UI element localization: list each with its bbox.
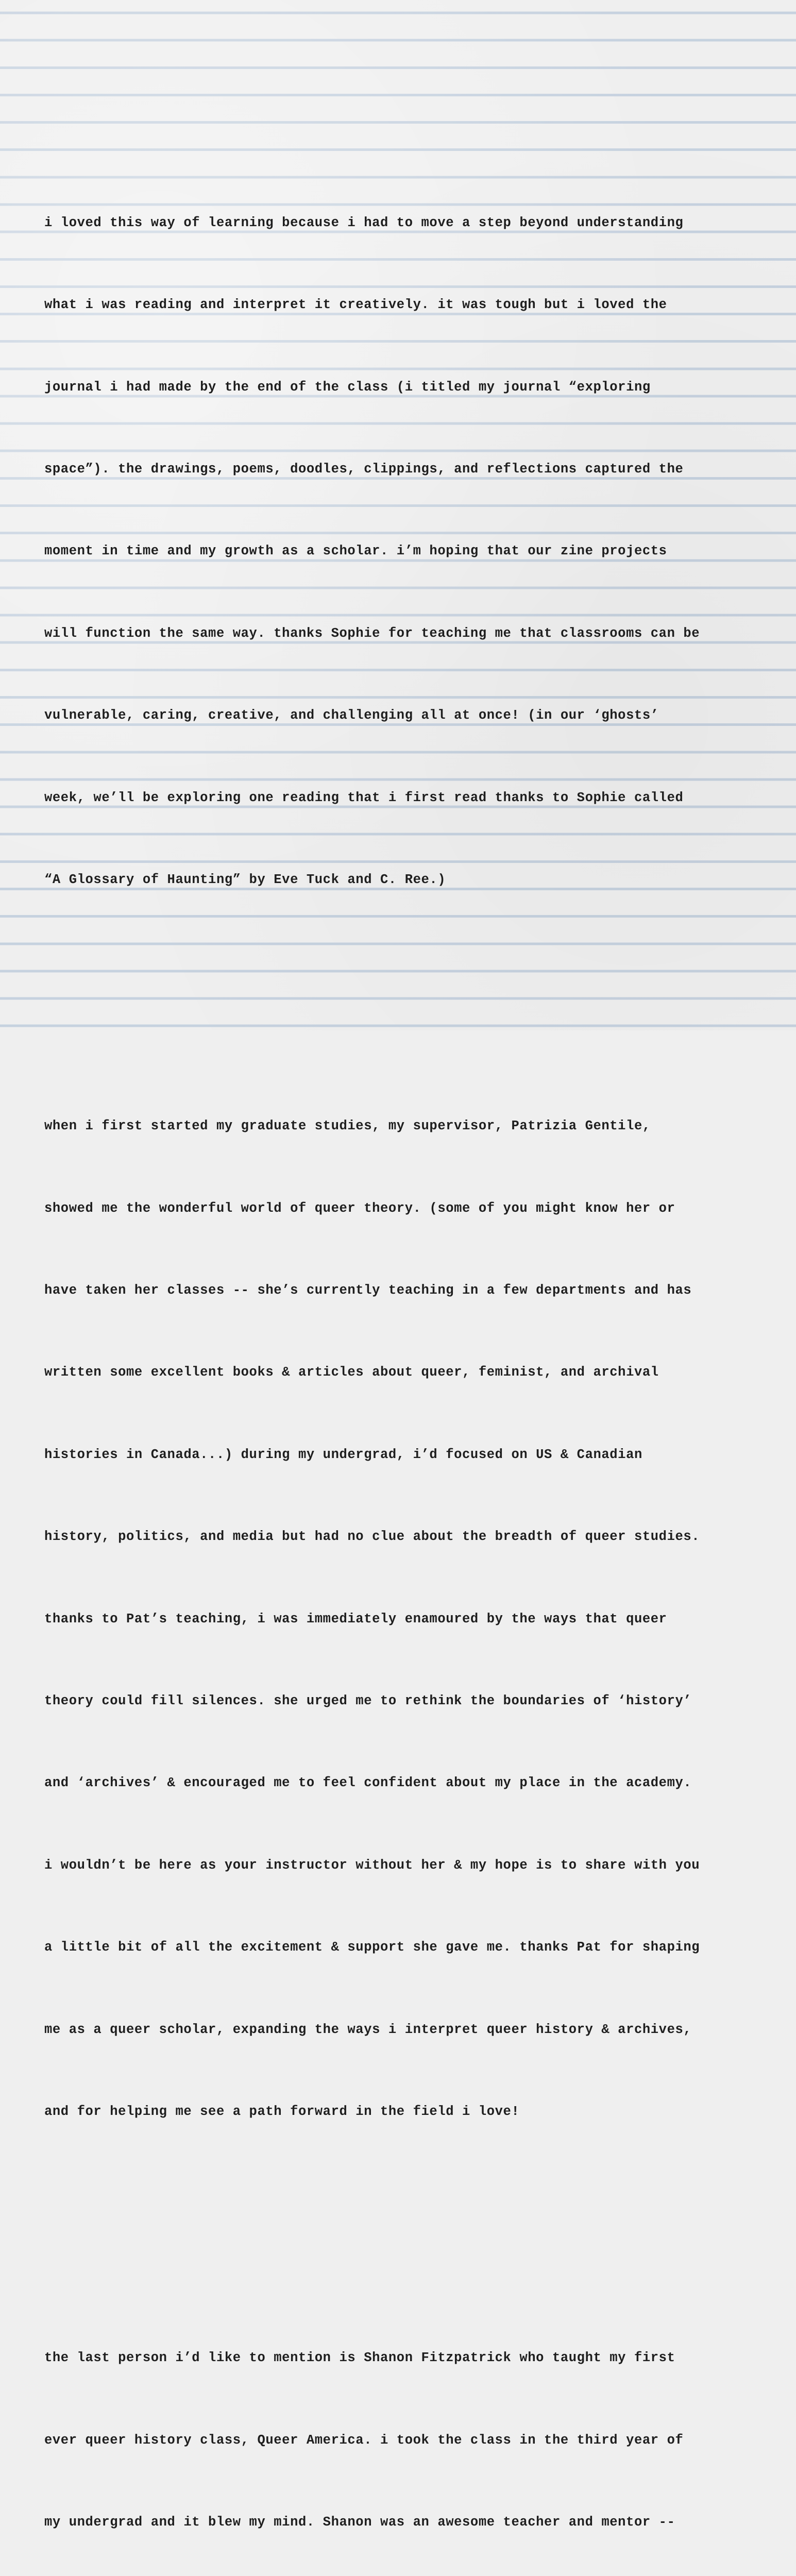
paragraph-2 bbox=[44, 1058, 766, 2180]
text-line: “A Glossary of Haunting” by Eve Tuck and C. Ree.) bbox=[44, 872, 446, 887]
paragraph-3 bbox=[44, 2290, 766, 2576]
text-line: showed me the wonderful world of queer theory. (some of you might know her or bbox=[44, 1200, 675, 1216]
text-line: i wouldn’t be here as your instructor without her & my hope is to share with you bbox=[44, 1857, 700, 1873]
text-line: moment in time and my growth as a scholar. i’m hoping that our zine projects bbox=[44, 544, 667, 559]
text-line: theory could fill silences. she urged me to rethink the boundaries of ‘history’ bbox=[44, 1693, 692, 1709]
text-line: me as a queer scholar, expanding the ways i interpret queer history & archives, bbox=[44, 2022, 692, 2037]
text-line: ever queer history class, Queer America. i took the class in the third year of bbox=[44, 2432, 684, 2448]
text-line: will function the same way. thanks Sophie for teaching me that classrooms can be bbox=[44, 625, 700, 641]
text-line: week, we’ll be exploring one reading that i first read thanks to Sophie called bbox=[44, 790, 684, 805]
paragraph-1 bbox=[44, 154, 766, 948]
typewritten-text bbox=[44, 72, 766, 2576]
text-line: journal i had made by the end of the class (i titled my journal “exploring bbox=[44, 379, 651, 395]
text-line: the last person i’d like to mention is Shanon Fitzpatrick who taught my first bbox=[44, 2350, 675, 2366]
text-line: have taken her classes -- she’s currently teaching in a few departments and has bbox=[44, 1283, 692, 1298]
text-line: my undergrad and it blew my mind. Shanon was an awesome teacher and mentor -- bbox=[44, 2515, 675, 2530]
text-line: histories in Canada...) during my undergrad, i’d focused on US & Canadian bbox=[44, 1447, 642, 1462]
text-line: a little bit of all the excitement & support she gave me. thanks Pat for shaping bbox=[44, 1940, 700, 1955]
text-line: history, politics, and media but had no clue about the breadth of queer studies. bbox=[44, 1529, 700, 1545]
text-line: and ‘archives’ & encouraged me to feel confident about my place in the academy. bbox=[44, 1775, 692, 1791]
text-line: i loved this way of learning because i had to move a step beyond understanding bbox=[44, 215, 684, 230]
text-line: when i first started my graduate studies, my supervisor, Patrizia Gentile, bbox=[44, 1118, 651, 1134]
text-line: space”). the drawings, poems, doodles, clippings, and reflections captured the bbox=[44, 461, 684, 477]
text-line: thanks to Pat’s teaching, i was immediately enamoured by the ways that queer bbox=[44, 1611, 667, 1626]
text-line: what i was reading and interpret it creatively. it was tough but i loved the bbox=[44, 297, 667, 313]
text-line: and for helping me see a path forward in the field i love! bbox=[44, 2104, 520, 2120]
text-line: vulnerable, caring, creative, and challenging all at once! (in our ‘ghosts’ bbox=[44, 708, 659, 723]
text-line: written some excellent books & articles about queer, feminist, and archival bbox=[44, 1365, 659, 1380]
